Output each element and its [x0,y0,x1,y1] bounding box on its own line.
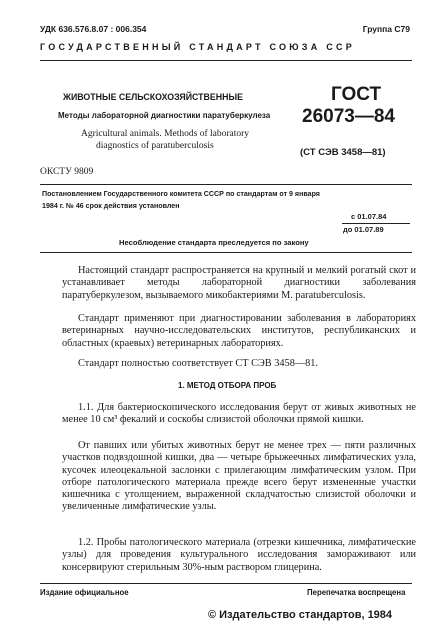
title-rule [40,184,412,185]
intro-paragraph-1: Настоящий стандарт распространяется на крупный и мелкий рогатый скот и устанавливает методы лабораторной диагностики заболевания паратуберкулезом, вызываемого микобактериями M. paratuberculosis. [62,265,416,301]
effective-to: до 01.07.89 [343,225,384,234]
title-english-2: diagnostics of paratuberculosis [96,141,214,151]
decree-line-1: Постановлением Государственного комитета СССР по стандартам от 9 января [42,190,320,198]
copyright: © Издательство стандартов, 1984 [208,609,393,621]
title-english-1: Agricultural animals. Methods of laboratory [81,129,250,139]
edition-note: Издание официальное [40,588,129,597]
intro-paragraph-2: Стандарт применяют при диагностировании заболевания в лабораториях ветеринарных научно-исследовательских институтов, республиканских и областных (краевых) ветеринарных лабораториях. [62,313,416,349]
gost-label: ГОСТ [331,84,382,105]
effective-from: с 01.07.84 [351,212,387,221]
paragraph-1-1: 1.1. Для бактериоскопического исследования берут от живых животных не менее 10 см³ фекалий и соскобы слизистой оболочки прямой кишки. [62,402,416,426]
okstu-code: ОКСТУ 9809 [40,167,94,177]
decree-line-2: 1984 г. № 46 срок действия установлен [42,202,180,210]
gost-number: 26073—84 [302,106,395,127]
udc-code: УДК 636.576.8.07 : 006.354 [40,24,147,34]
group-code: Группа С79 [362,24,410,34]
reprint-note: Перепечатка воспрещена [307,588,406,597]
notice-rule [40,252,412,253]
section-heading: 1. МЕТОД ОТБОРА ПРОБ [178,381,277,390]
title-main: ЖИВОТНЫЕ СЕЛЬСКОХОЗЯЙСТВЕННЫЕ [63,92,243,102]
title-sub: Методы лабораторной диагностики паратуберкулеза [58,111,271,120]
effective-rule [342,223,410,224]
paragraph-1-1-continued: От павших или убитых животных берут не менее трех — пяти различных участков подвздошной кишки, два — четыре брыжеечных лимфатических узла, кусочек илеоцекальной заслонки с прилегающим лимфатическим узлом. При отборе патологического материала прежде всего берут измененные участки кишечника с утолщением, выраженной складчатостью слизистой оболочки и увеличенные лимфатические узлы. [62,440,416,513]
paragraph-1-2: 1.2. Пробы патологического материала (отрезки кишечника, лимфатические узлы) для проведения культурального исследования замораживают или консервируют стерильным 30%-ным раствором глицерина. [62,537,416,573]
intro-paragraph-3: Стандарт полностью соответствует СТ СЭВ 3458—81. [78,358,319,369]
banner-rule [40,60,412,61]
footer-rule [40,583,412,584]
legal-notice: Несоблюдение стандарта преследуется по закону [119,238,309,247]
sev-reference: (СТ СЭВ 3458—81) [300,147,386,158]
standard-banner: ГОСУДАРСТВЕННЫЙ СТАНДАРТ СОЮЗА ССР [40,42,355,52]
